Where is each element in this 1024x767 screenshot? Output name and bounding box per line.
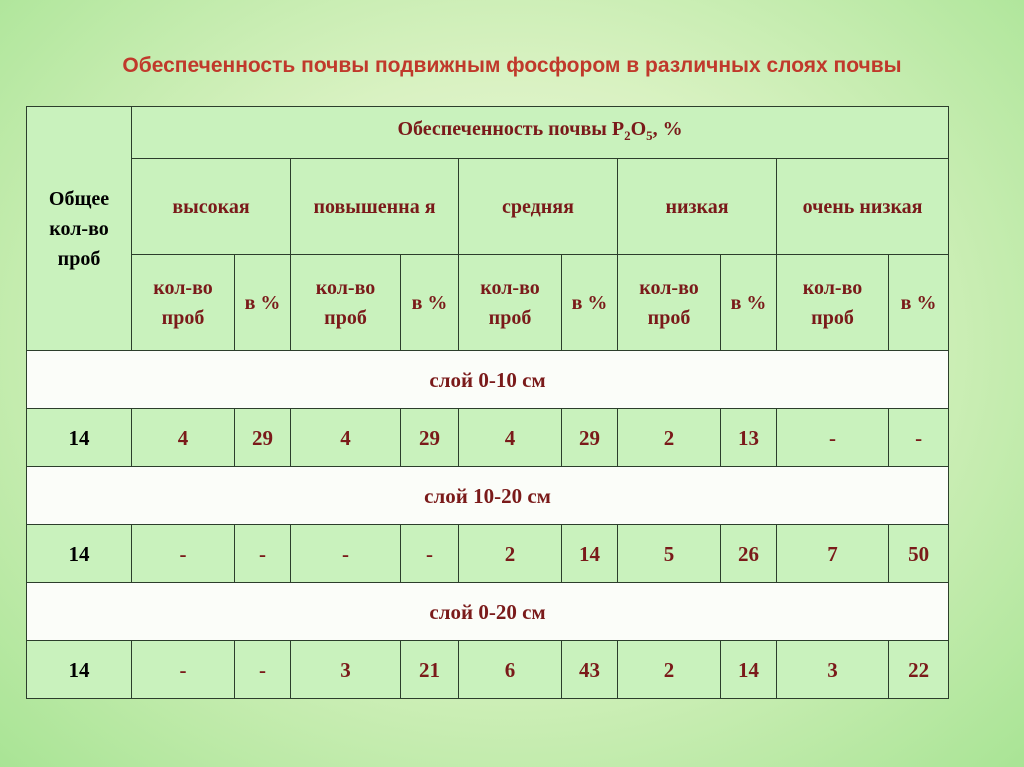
category-header: средняя [459,159,618,255]
count-cell: 4 [459,409,562,467]
percent-cell: 29 [562,409,618,467]
percent-cell: 14 [721,641,777,699]
count-cell: - [132,525,235,583]
count-cell: - [132,641,235,699]
total-samples-header: Общее кол-во проб [27,107,132,351]
percent-cell: 22 [889,641,949,699]
count-cell: 4 [291,409,401,467]
percent-subheader: в % [235,255,291,351]
category-header: высокая [132,159,291,255]
count-cell: 2 [459,525,562,583]
total-samples-cell: 14 [27,641,132,699]
percent-cell: 13 [721,409,777,467]
table-row [27,409,949,467]
table-row [27,525,949,583]
count-cell: - [777,409,889,467]
count-cell: 6 [459,641,562,699]
percent-cell: 29 [401,409,459,467]
count-subheader: кол-во проб [618,255,721,351]
count-cell: - [291,525,401,583]
count-cell: 3 [777,641,889,699]
category-header: очень низкая [777,159,949,255]
percent-subheader: в % [721,255,777,351]
percent-cell: 50 [889,525,949,583]
count-cell: 7 [777,525,889,583]
percent-cell: 21 [401,641,459,699]
percent-cell: 29 [235,409,291,467]
percent-cell: 26 [721,525,777,583]
count-cell: 5 [618,525,721,583]
count-subheader: кол-во проб [132,255,235,351]
percent-subheader: в % [889,255,949,351]
count-cell: 2 [618,641,721,699]
page-title: Обеспеченность почвы подвижным фосфором в различных слоях почвы [122,54,902,77]
category-header: низкая [618,159,777,255]
percent-subheader: в % [562,255,618,351]
percent-subheader: в % [401,255,459,351]
count-cell: 2 [618,409,721,467]
table-row [27,641,949,699]
percent-cell: - [401,525,459,583]
percent-cell: 14 [562,525,618,583]
layer-label: слой 0-20 см [27,583,949,641]
total-samples-cell: 14 [27,409,132,467]
count-subheader: кол-во проб [291,255,401,351]
percent-cell: 43 [562,641,618,699]
count-cell: 4 [132,409,235,467]
category-header: повышенна я [291,159,459,255]
layer-label: слой 10-20 см [27,467,949,525]
phosphorus-table [26,106,949,699]
count-subheader: кол-во проб [459,255,562,351]
percent-cell: - [889,409,949,467]
layer-label: слой 0-10 см [27,351,949,409]
count-cell: 3 [291,641,401,699]
count-subheader: кол-во проб [777,255,889,351]
percent-cell: - [235,525,291,583]
percent-cell: - [235,641,291,699]
group-header: Обеспеченность почвы $P_2O_5$, % [132,107,949,159]
total-samples-cell: 14 [27,525,132,583]
